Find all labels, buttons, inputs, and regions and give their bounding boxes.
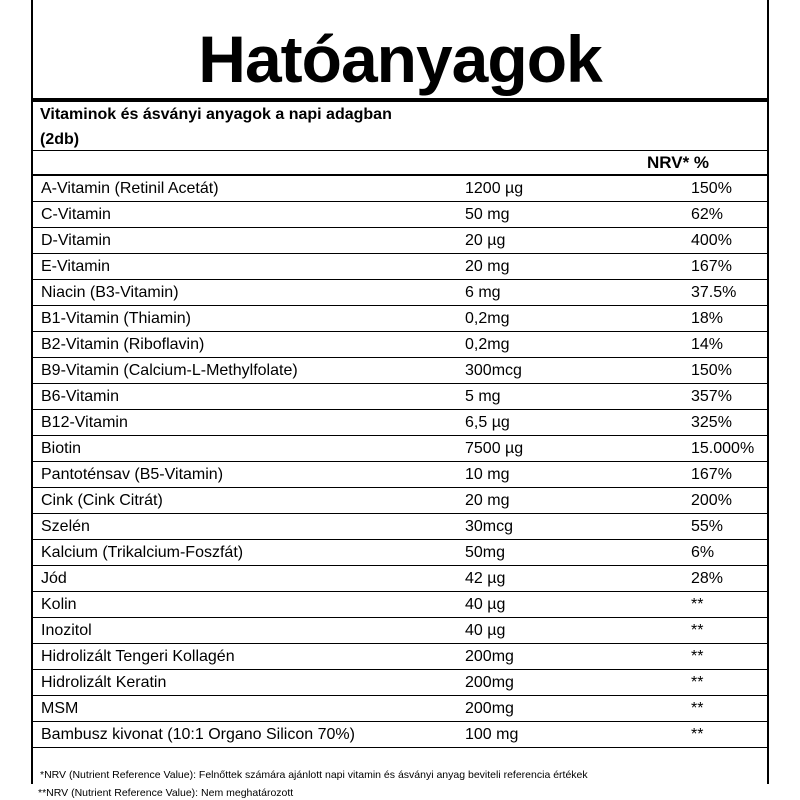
nutrient-name: Pantoténsav (B5-Vitamin) [33, 462, 459, 488]
table-row [33, 358, 767, 384]
nutrient-nrv: ** [687, 696, 767, 722]
nutrient-name: B2-Vitamin (Riboflavin) [33, 332, 459, 358]
table-row [33, 514, 767, 540]
nutrient-amount: 50mg [459, 540, 687, 566]
table-row [33, 618, 767, 644]
nutrient-name: Inozitol [33, 618, 459, 644]
table-row [33, 722, 767, 748]
footnote-nrv-undefined: **NRV (Nutrient Reference Value): Nem meghatározott [38, 787, 294, 799]
table-row [33, 670, 767, 696]
nutrient-nrv: 400% [687, 228, 767, 254]
nutrient-nrv: 167% [687, 462, 767, 488]
nutrient-name: C-Vitamin [33, 202, 459, 228]
nutrient-name: B1-Vitamin (Thiamin) [33, 306, 459, 332]
footnote-nrv: *NRV (Nutrient Reference Value): Felnőttek számára ajánlott napi vitamin és ásványi anyag beviteli referencia értékek [40, 769, 588, 781]
nutrient-amount: 5 mg [459, 384, 687, 410]
nutrient-name: Biotin [33, 436, 459, 462]
nutrient-amount: 300mcg [459, 358, 687, 384]
nutrient-nrv: 325% [687, 410, 767, 436]
table-row [33, 306, 767, 332]
nutrient-name: Hidrolizált Keratin [33, 670, 459, 696]
nutrient-amount: 50 mg [459, 202, 687, 228]
nutrient-amount: 20 mg [459, 488, 687, 514]
nutrient-nrv: ** [687, 644, 767, 670]
nutrient-name: Niacin (B3-Vitamin) [33, 280, 459, 306]
nutrient-name: E-Vitamin [33, 254, 459, 280]
nutrient-nrv: ** [687, 618, 767, 644]
nutrient-amount: 200mg [459, 696, 687, 722]
nutrient-nrv: 357% [687, 384, 767, 410]
nutrient-nrv: ** [687, 592, 767, 618]
nutrient-amount: 1200 µg [459, 176, 687, 202]
nutrient-amount: 200mg [459, 670, 687, 696]
nutrient-name: Cink (Cink Citrát) [33, 488, 459, 514]
nutrient-amount: 0,2mg [459, 332, 687, 358]
nutrient-table [33, 176, 767, 748]
nutrient-amount: 6,5 µg [459, 410, 687, 436]
table-row [33, 696, 767, 722]
nutrient-name: Kolin [33, 592, 459, 618]
nutrient-name: Hidrolizált Tengeri Kollagén [33, 644, 459, 670]
nutrient-nrv: 14% [687, 332, 767, 358]
nutrient-nrv: ** [687, 722, 767, 748]
nutrient-amount: 200mg [459, 644, 687, 670]
nutrient-nrv: 150% [687, 176, 767, 202]
table-row [33, 384, 767, 410]
nutrient-amount: 100 mg [459, 722, 687, 748]
table-row [33, 462, 767, 488]
nutrient-amount: 40 µg [459, 592, 687, 618]
nutrient-name: A-Vitamin (Retinil Acetát) [33, 176, 459, 202]
nutrient-name: B6-Vitamin [33, 384, 459, 410]
nutrient-name: B9-Vitamin (Calcium-L-Methylfolate) [33, 358, 459, 384]
nrv-column-header: NRV* % [647, 153, 710, 172]
nutrient-nrv: 6% [687, 540, 767, 566]
nutrient-amount: 7500 µg [459, 436, 687, 462]
table-row [33, 254, 767, 280]
table-row [33, 228, 767, 254]
nutrient-nrv: 18% [687, 306, 767, 332]
subtitle-divider [33, 150, 767, 151]
footnotes [40, 764, 588, 786]
nutrient-name: Szelén [33, 514, 459, 540]
nutrient-name: D-Vitamin [33, 228, 459, 254]
nutrient-name: B12-Vitamin [33, 410, 459, 436]
page-title: Hatóanyagok [198, 22, 602, 96]
nutrition-label [31, 0, 769, 784]
table-row [33, 280, 767, 306]
nutrient-amount: 30mcg [459, 514, 687, 540]
table-row [33, 176, 767, 202]
table-row [33, 644, 767, 670]
nutrient-name: Kalcium (Trikalcium-Foszfát) [33, 540, 459, 566]
nutrient-amount: 6 mg [459, 280, 687, 306]
nutrient-amount: 0,2mg [459, 306, 687, 332]
nutrient-name: Jód [33, 566, 459, 592]
table-row [33, 410, 767, 436]
nutrient-nrv: 150% [687, 358, 767, 384]
nutrient-nrv: 167% [687, 254, 767, 280]
table-row [33, 592, 767, 618]
nutrient-name: Bambusz kivonat (10:1 Organo Silicon 70%) [33, 722, 459, 748]
nutrient-nrv: 28% [687, 566, 767, 592]
table-row [33, 436, 767, 462]
nutrient-amount: 42 µg [459, 566, 687, 592]
nutrient-nrv: 62% [687, 202, 767, 228]
nutrient-nrv: 37.5% [687, 280, 767, 306]
nutrient-amount: 40 µg [459, 618, 687, 644]
nutrient-name: MSM [33, 696, 459, 722]
table-row [33, 488, 767, 514]
table-row [33, 202, 767, 228]
nutrient-amount: 10 mg [459, 462, 687, 488]
serving-subtitle: Vitaminok és ásványi anyagok a napi adagban (2db) [40, 106, 392, 148]
nutrient-nrv: ** [687, 670, 767, 696]
table-row [33, 566, 767, 592]
nutrient-nrv: 15.000% [687, 436, 767, 462]
nutrient-amount: 20 mg [459, 254, 687, 280]
table-row [33, 540, 767, 566]
nutrient-amount: 20 µg [459, 228, 687, 254]
table-row [33, 332, 767, 358]
nutrient-nrv: 55% [687, 514, 767, 540]
nutrient-nrv: 200% [687, 488, 767, 514]
